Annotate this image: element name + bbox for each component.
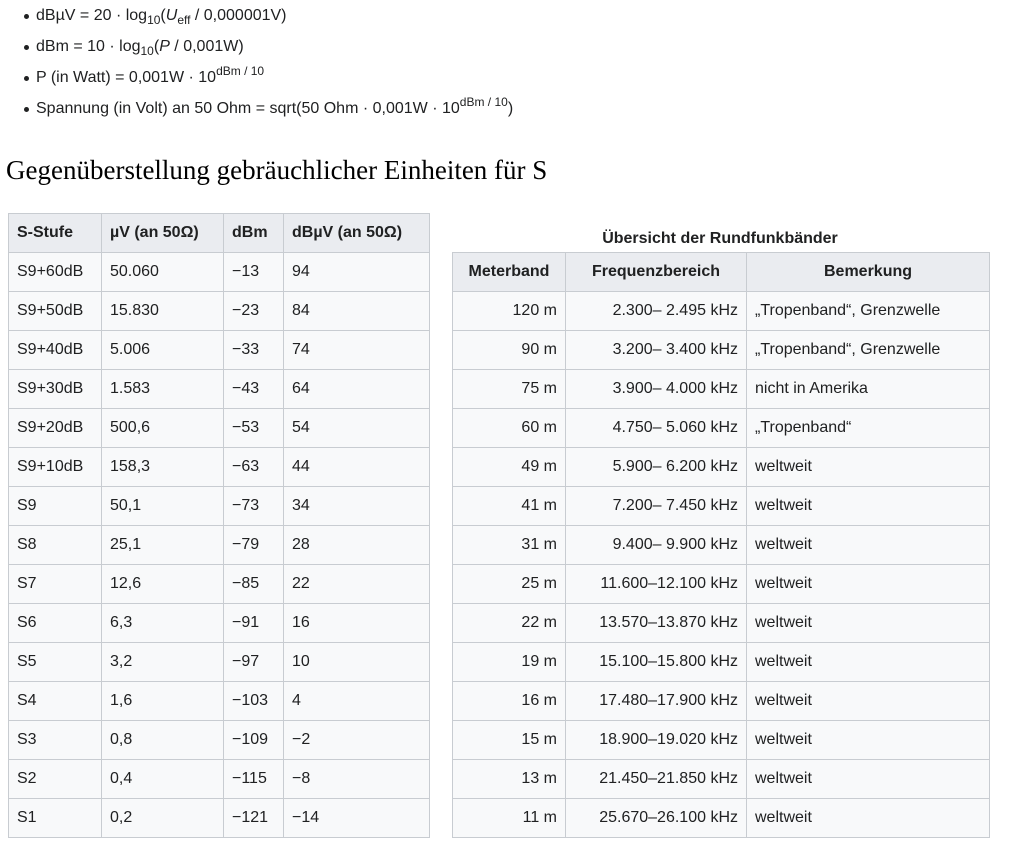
s-stufe-table [8,213,430,838]
table-cell: 5.900– 6.200 kHz [566,448,747,487]
table-row [453,487,990,526]
table-cell: S7 [9,565,102,604]
band-table-caption: Übersicht der Rundfunkbänder [602,230,838,247]
table-row [453,799,990,838]
table-row [9,565,430,604]
section-heading: Gegenüberstellung gebräuchlicher Einheiten für S [6,155,548,185]
table-cell: 13.570–13.870 kHz [566,604,747,643]
table-cell: S9+10dB [9,448,102,487]
table-cell: −33 [224,331,284,370]
header-microvolt: µV (an 50Ω) [102,214,224,253]
table-cell: −23 [224,292,284,331]
table-row [453,604,990,643]
header-frequenzbereich: Frequenzbereich [566,253,747,292]
table-cell: 6,3 [102,604,224,643]
table-cell: 1.583 [102,370,224,409]
table-cell: 5.006 [102,331,224,370]
table-row [453,448,990,487]
table-cell: 22 [284,565,430,604]
table-cell: S2 [9,760,102,799]
formula-text: ( [153,38,160,55]
table-row [9,526,430,565]
formula-text: / 0,000001V) [190,7,287,24]
table-cell: 31 m [453,526,566,565]
table-header-row [9,214,430,253]
formula-superscript: dBm / 10 [459,95,508,109]
table-cell: 15.100–15.800 kHz [566,643,747,682]
formula-list [6,0,513,124]
table-cell: −79 [224,526,284,565]
formula-subscript: 10 [140,44,154,58]
table-cell: weltweit [747,565,990,604]
table-row [453,760,990,799]
formula-variable: P [159,38,170,55]
table-cell: −103 [224,682,284,721]
table-cell: 54 [284,409,430,448]
table-cell: −91 [224,604,284,643]
table-cell: S4 [9,682,102,721]
table-cell: S9+50dB [9,292,102,331]
formula-text: / 0,001W) [169,38,244,55]
formula-dbm [6,31,513,62]
table-cell: 25,1 [102,526,224,565]
table-cell: −115 [224,760,284,799]
table-cell: −53 [224,409,284,448]
table-cell: 4 [284,682,430,721]
table-cell: 2.300– 2.495 kHz [566,292,747,331]
table-cell: −85 [224,565,284,604]
table-cell: „Tropenband“, Grenzwelle [747,331,990,370]
table-cell: S1 [9,799,102,838]
table-cell: 3,2 [102,643,224,682]
table-row [9,643,430,682]
formula-text: ( [160,7,166,24]
formula-text: ) [507,100,514,117]
table-cell: 22 m [453,604,566,643]
formula-text: dBµV = 20 · log [36,7,148,24]
formula-dbuv [6,0,513,31]
table-cell: 0,4 [102,760,224,799]
table-cell: 41 m [453,487,566,526]
table-row [9,721,430,760]
table-cell: −63 [224,448,284,487]
table-row [453,370,990,409]
table-row [9,370,430,409]
table-cell: weltweit [747,799,990,838]
table-cell: −2 [284,721,430,760]
table-row [9,682,430,721]
table-cell: 4.750– 5.060 kHz [566,409,747,448]
table-cell: 17.480–17.900 kHz [566,682,747,721]
table-cell: 0,2 [102,799,224,838]
table-row [453,526,990,565]
table-row [453,565,990,604]
table-cell: 25 m [453,565,566,604]
table-row [9,409,430,448]
table-cell: 16 m [453,682,566,721]
band-table [452,252,990,838]
table-cell: 10 [284,643,430,682]
table-cell: 500,6 [102,409,224,448]
table-cell: S8 [9,526,102,565]
table-cell: 9.400– 9.900 kHz [566,526,747,565]
table-row [453,331,990,370]
formula-subscript: eff [177,13,191,27]
table-cell: 50,1 [102,487,224,526]
table-cell: 21.450–21.850 kHz [566,760,747,799]
table-cell: S9+20dB [9,409,102,448]
table-cell: S9+40dB [9,331,102,370]
table-cell: S5 [9,643,102,682]
formula-subscript: 10 [147,13,161,27]
table-row [9,760,430,799]
table-cell: 84 [284,292,430,331]
table-row [453,292,990,331]
table-cell: S9+60dB [9,253,102,292]
table-cell: weltweit [747,760,990,799]
table-cell: 120 m [453,292,566,331]
formula-text: dBm = 10 · log [36,38,141,55]
table-row [453,721,990,760]
header-meterband: Meterband [453,253,566,292]
table-cell: 0,8 [102,721,224,760]
table-row [9,331,430,370]
table-cell: −13 [224,253,284,292]
table-cell: 18.900–19.020 kHz [566,721,747,760]
table-header-row [453,253,990,292]
table-cell: 1,6 [102,682,224,721]
table-cell: 25.670–26.100 kHz [566,799,747,838]
table-cell: weltweit [747,643,990,682]
table-cell: „Tropenband“, Grenzwelle [747,292,990,331]
table-cell: −43 [224,370,284,409]
header-dbuv: dBµV (an 50Ω) [284,214,430,253]
table-cell: 3.200– 3.400 kHz [566,331,747,370]
table-cell: S9 [9,487,102,526]
table-cell: 19 m [453,643,566,682]
formula-text: Spannung (in Volt) an 50 Ohm = sqrt(50 Ohm · 0,001W · 10 [36,100,460,117]
table-row [9,604,430,643]
table-row [453,409,990,448]
table-row [453,643,990,682]
table-cell: 13 m [453,760,566,799]
table-cell: weltweit [747,721,990,760]
table-cell: 74 [284,331,430,370]
table-row [9,799,430,838]
table-row [9,487,430,526]
formula-voltage [6,93,513,124]
table-cell: nicht in Amerika [747,370,990,409]
header-bemerkung: Bemerkung [747,253,990,292]
table-cell: −97 [224,643,284,682]
table-cell: 90 m [453,331,566,370]
header-s-stufe: S-Stufe [9,214,102,253]
table-row [9,253,430,292]
table-cell: weltweit [747,526,990,565]
table-cell: 11 m [453,799,566,838]
band-table-wrapper [452,226,990,838]
formula-power [6,62,513,93]
table-cell: −73 [224,487,284,526]
table-cell: 64 [284,370,430,409]
table-cell: 94 [284,253,430,292]
table-cell: −14 [284,799,430,838]
formula-superscript: dBm / 10 [216,64,265,78]
table-cell: 15.830 [102,292,224,331]
table-cell: 11.600–12.100 kHz [566,565,747,604]
table-cell: weltweit [747,487,990,526]
table-cell: S6 [9,604,102,643]
table-cell: 75 m [453,370,566,409]
table-cell: weltweit [747,604,990,643]
table-cell: S9+30dB [9,370,102,409]
table-row [453,682,990,721]
formula-text: P (in Watt) = 0,001W · 10 [36,69,217,86]
table-cell: 158,3 [102,448,224,487]
table-cell: 15 m [453,721,566,760]
table-cell: 28 [284,526,430,565]
formula-variable: U [165,7,178,24]
table-cell: 7.200– 7.450 kHz [566,487,747,526]
table-cell: 34 [284,487,430,526]
table-cell: S3 [9,721,102,760]
table-cell: 49 m [453,448,566,487]
table-cell: −121 [224,799,284,838]
table-cell: 44 [284,448,430,487]
table-cell: 50.060 [102,253,224,292]
table-cell: „Tropenband“ [747,409,990,448]
table-cell: 3.900– 4.000 kHz [566,370,747,409]
header-dbm: dBm [224,214,284,253]
table-cell: 16 [284,604,430,643]
table-cell: 60 m [453,409,566,448]
table-cell: weltweit [747,448,990,487]
table-row [9,448,430,487]
table-cell: −109 [224,721,284,760]
table-cell: weltweit [747,682,990,721]
table-cell: 12,6 [102,565,224,604]
table-row [9,292,430,331]
table-cell: −8 [284,760,430,799]
